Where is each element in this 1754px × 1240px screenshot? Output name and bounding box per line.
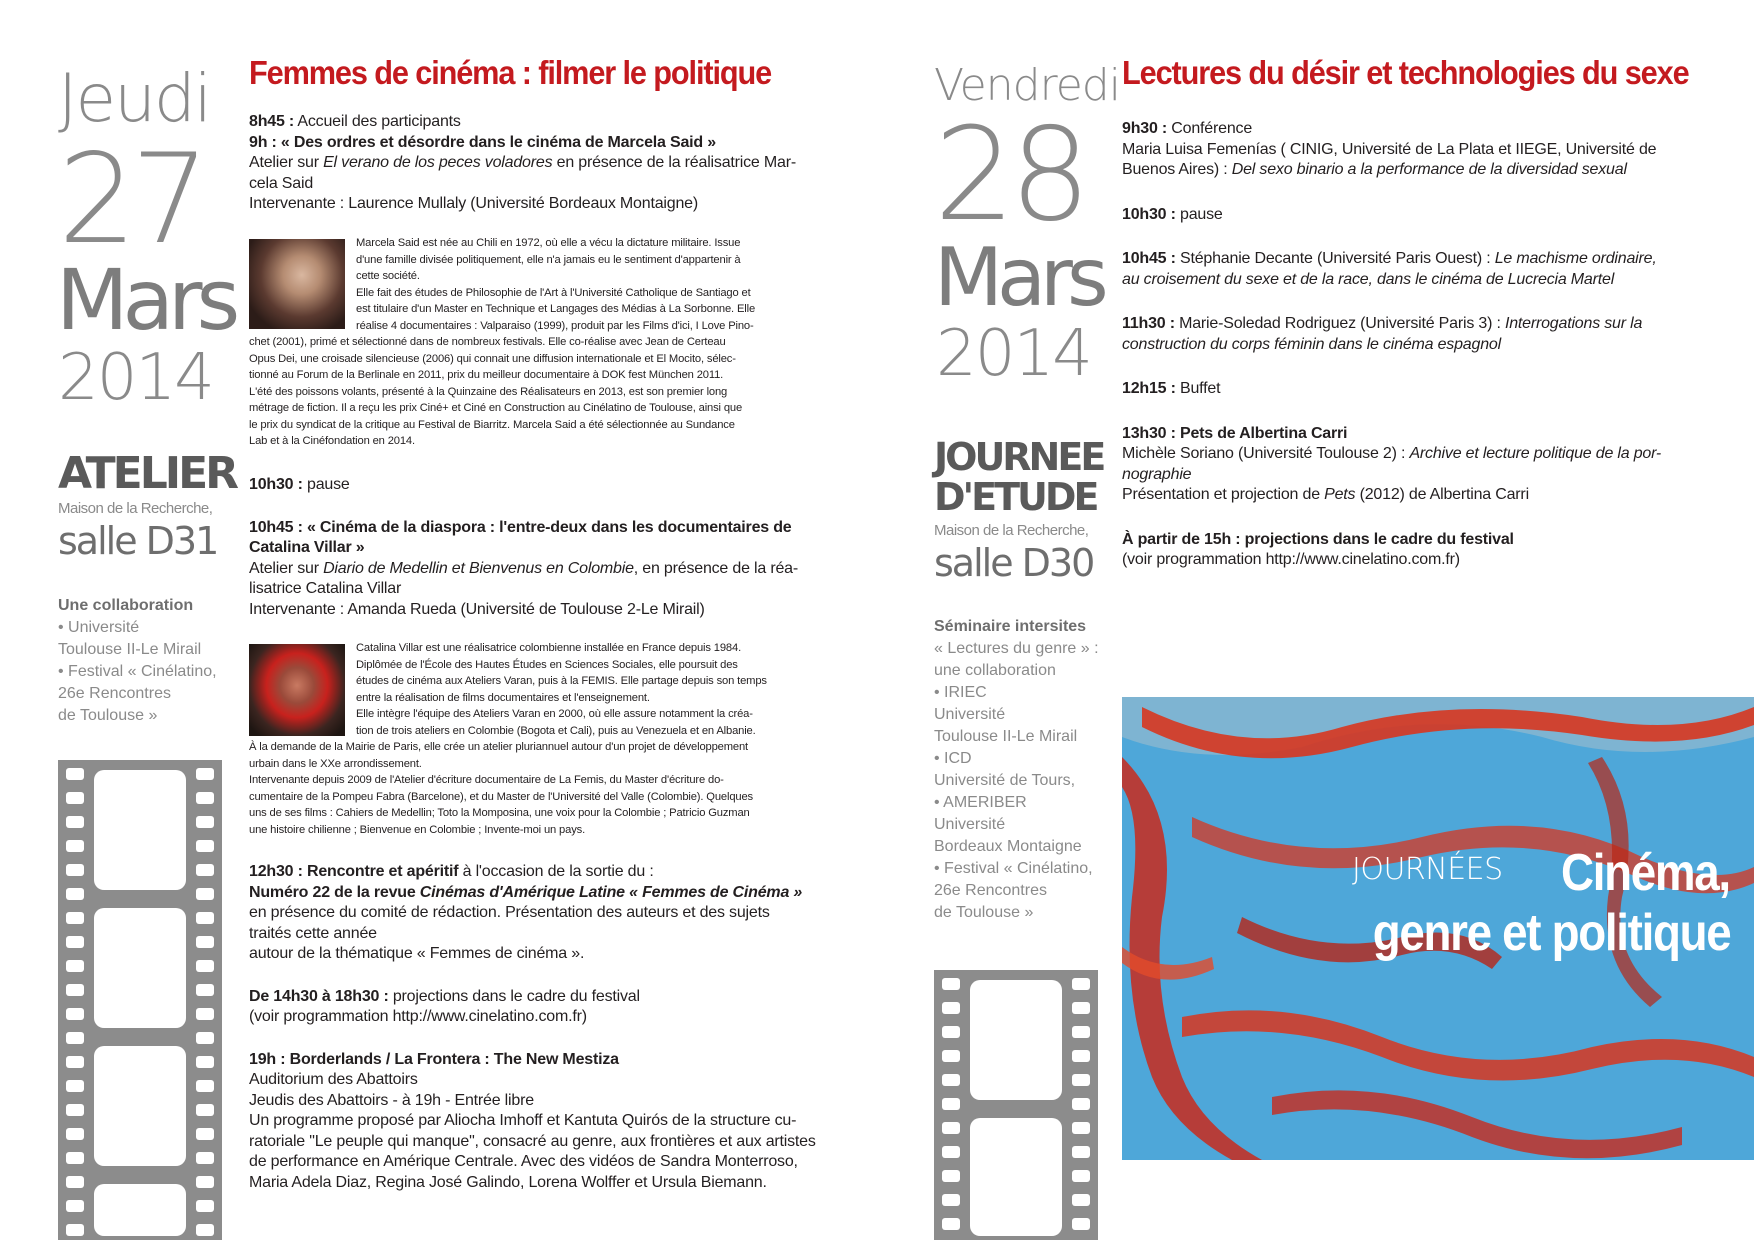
- film-frame: [970, 1118, 1062, 1236]
- session-1130-right: construction du corps féminin dans le cinéma espagnol: [1122, 335, 1501, 353]
- bio-line: À la demande de la Mairie de Paris, elle crée un atelier pluriannuel autour d'un projet de développement: [249, 741, 748, 753]
- film-strip-left: [58, 760, 222, 1240]
- film-perforation: [1072, 1218, 1090, 1230]
- film-perforation: [1072, 1146, 1090, 1158]
- session-19h-heading: 19h : Borderlands / La Frontera : The New Mestiza: [249, 1050, 619, 1068]
- session-1230-heading: 12h30 : Rencontre et apéritif à l'occasion de la sortie du :: [249, 863, 654, 880]
- session-1330-heading: 13h30 : Pets de Albertina Carri: [1122, 424, 1348, 442]
- session-9h-desc: cela Said: [249, 174, 314, 192]
- film-perforation: [196, 912, 214, 924]
- seminar-line: • Festival « Cinélatino,: [934, 860, 1093, 877]
- bio-line: réalise 4 documentaires : Valparaiso (1999), produit par les Films d'ici, I Love Pino-: [356, 319, 754, 332]
- film-frame: [94, 1184, 186, 1236]
- session-1045-desc: Atelier sur Diario de Medellin et Bienvenus en Colombie, en présence de la réa-: [249, 559, 798, 577]
- session-1045-heading: 10h45 : « Cinéma de la diaspora : l'entre-deux dans les documentaires de: [249, 518, 792, 536]
- collab-line: 26e Rencontres: [58, 685, 171, 702]
- session-19h-line: Jeudis des Abattoirs - à 19h - Entrée libre: [249, 1091, 534, 1109]
- film-perforation: [1072, 1122, 1090, 1134]
- film-perforation: [66, 960, 84, 972]
- session-1330-desc: Présentation et projection de Pets (2012) de Albertina Carri: [1122, 486, 1529, 503]
- title-right: Lectures du désir et technologies du sexe: [1122, 54, 1689, 91]
- film-perforation: [1072, 1194, 1090, 1206]
- film-perforation: [66, 936, 84, 948]
- program-right: [1122, 119, 1704, 571]
- bio-line: d'une famille divisée politiquement, elle n'a jamais eu le sentiment d'appartenir à: [356, 253, 741, 266]
- collab-line: Toulouse II-Le Mirail: [58, 641, 202, 658]
- bio-line: cumentaire de la Pompeu Fabra (Barcelone), et du Master de l'Université del Valle (Colombie). Quelques: [249, 790, 753, 803]
- seminar-line: • AMERIBER: [934, 794, 1027, 811]
- pause-right: 10h30 : pause: [1122, 205, 1223, 223]
- film-perforation: [942, 1050, 960, 1062]
- film-perforation: [66, 1200, 84, 1212]
- session-1045-desc: lisatrice Catalina Villar: [249, 580, 402, 597]
- program-left-mid: [249, 475, 821, 620]
- film-perforation: [1072, 1050, 1090, 1062]
- film-perforation: [196, 1080, 214, 1092]
- film-frame: [970, 980, 1062, 1100]
- bio-line: cette société.: [356, 270, 420, 282]
- collaboration-title: Une collaboration: [58, 597, 194, 614]
- session-1045-right: 10h45 : Stéphanie Decante (Université Paris Ouest) : Le machisme ordinaire,: [1122, 250, 1657, 267]
- seminar-right: [934, 616, 1104, 924]
- bio-line: Elle intègre l'équipe des Ateliers Varan en 2000, où elle assure notamment la créa-: [356, 708, 753, 720]
- film-perforation: [196, 1104, 214, 1116]
- month-right: Mars: [934, 231, 1103, 324]
- session-9h-desc: Atelier sur El verano de los peces voladores en présence de la réalisatrice Mar-: [249, 154, 796, 171]
- session-1045-speaker: Intervenante : Amanda Rueda (Université de Toulouse 2-Le Mirail): [249, 600, 705, 618]
- seminar-line: Bordeaux Montaigne: [934, 838, 1082, 855]
- bio-line: Opus Dei, une croisade silencieuse (2006) qui connait une diffusion internationale et El Mocito, sélec-: [249, 352, 736, 365]
- bio-line: Elle fait des études de Philosophie de l'Art à l'Université Catholique de Santiago et: [356, 286, 751, 299]
- bio-line: métrage de fiction. Il a reçu les prix Ciné+ et Ciné en Construction au Cinélatino de Toulouse, ainsi que: [249, 402, 743, 414]
- year-right: 2014: [936, 317, 1091, 391]
- event-kind-right-2: D'ETUDE: [934, 475, 1097, 519]
- month-left: Mars: [56, 251, 235, 349]
- seminar-line: • ICD: [934, 750, 972, 767]
- session-19h-line: Un programme proposé par Aliocha Imhoff et Kantuta Quirós de la structure cu-: [249, 1112, 797, 1129]
- room-right: salle D30: [934, 541, 1094, 585]
- film-perforation: [196, 1176, 214, 1188]
- film-perforation: [196, 1200, 214, 1212]
- film-perforation: [942, 978, 960, 990]
- film-frame: [94, 770, 186, 890]
- bio-catalina-villar: [249, 640, 821, 838]
- film-perforation: [942, 1026, 960, 1038]
- film-perforation: [196, 864, 214, 876]
- film-perforation: [196, 888, 214, 900]
- film-perforation: [66, 1176, 84, 1188]
- bio-line: tion de trois ateliers en Colombie (Bogota et Cali), puis au Venezuela et en Albanie.: [356, 724, 756, 737]
- film-perforation: [66, 888, 84, 900]
- session-9h-heading: 9h : « Des ordres et désordre dans le cinéma de Marcela Said »: [249, 133, 716, 151]
- session-1230-desc: Numéro 22 de la revue Cinémas d'Amérique Latine « Femmes de Cinéma »: [249, 883, 803, 901]
- film-perforation: [66, 1080, 84, 1092]
- seminar-line: Université: [934, 816, 1006, 833]
- film-perforation: [66, 1104, 84, 1116]
- bio-line: Catalina Villar est une réalisatrice colombienne installée en France depuis 1984.: [356, 642, 742, 654]
- program-left-bottom: [249, 862, 821, 1193]
- film-strip-right: [934, 970, 1098, 1240]
- day-word-right: Vendredi: [934, 60, 1120, 111]
- session-1230-desc: en présence du comité de rédaction. Présentation des auteurs et des sujets: [249, 904, 770, 921]
- film-perforation: [196, 768, 214, 780]
- poster-title-line2: genre et politique: [1372, 904, 1730, 962]
- film-perforation: [66, 984, 84, 996]
- film-perforation: [66, 840, 84, 852]
- session-1330-desc: nographie: [1122, 465, 1192, 483]
- session-1230-desc: traités cette année: [249, 924, 377, 942]
- film-perforation: [1072, 1170, 1090, 1182]
- seminar-line: Université: [934, 706, 1006, 723]
- film-perforation: [66, 1152, 84, 1164]
- bio-line: Marcela Said est née au Chili en 1972, où elle a vécu la dictature militaire. Issue: [356, 237, 741, 249]
- session-19h-line: de performance en Amérique Centrale. Avec des vidéos de Sandra Monterroso,: [249, 1153, 798, 1170]
- session-1430-link: (voir programmation http://www.cinelatino.com.fr): [249, 1008, 587, 1025]
- film-perforation: [1072, 1074, 1090, 1086]
- poster-title-line1: Cinéma,: [1561, 844, 1730, 902]
- film-perforation: [196, 840, 214, 852]
- film-perforation: [196, 960, 214, 972]
- film-perforation: [196, 792, 214, 804]
- title-left: Femmes de cinéma : filmer le politique: [249, 54, 772, 91]
- room-left: salle D31: [58, 519, 218, 563]
- film-perforation: [196, 984, 214, 996]
- film-frame: [94, 1046, 186, 1166]
- conference-heading: 9h30 : Conférence: [1122, 120, 1253, 137]
- session-15h-link: (voir programmation http://www.cinelatino.com.fr): [1122, 551, 1460, 568]
- program-left-top: [249, 112, 821, 215]
- film-perforation: [196, 936, 214, 948]
- film-perforation: [196, 1056, 214, 1068]
- film-perforation: [942, 1098, 960, 1110]
- bio-marcela-said: [249, 235, 821, 450]
- session-1430-heading: De 14h30 à 18h30 : projections dans le cadre du festival: [249, 987, 640, 1005]
- session-1230-desc: autour de la thématique « Femmes de cinéma ».: [249, 945, 585, 962]
- day-number-right: 28: [934, 101, 1085, 250]
- session-pause: 10h30 : pause: [249, 476, 350, 493]
- seminar-line: Université de Tours,: [934, 772, 1076, 789]
- bio-line: Diplômée de l'École des Hautes Études en Sciences Sociales, elle poursuit des: [356, 658, 738, 671]
- session-9h-speaker: Intervenante : Laurence Mullaly (Université Bordeaux Montaigne): [249, 195, 698, 212]
- film-perforation: [66, 1008, 84, 1020]
- session-1330-desc: Michèle Soriano (Université Toulouse 2) : Archive et lecture politique de la por-: [1122, 445, 1662, 462]
- film-perforation: [1072, 1026, 1090, 1038]
- film-perforation: [196, 1152, 214, 1164]
- film-perforation: [942, 1146, 960, 1158]
- bio-line: une histoire chilienne ; Bienvenue en Colombie ; Invente-moi un pays.: [249, 823, 586, 836]
- film-perforation: [942, 1002, 960, 1014]
- collab-line: • Université: [58, 619, 140, 636]
- film-perforation: [942, 1122, 960, 1134]
- venue-right: Maison de la Recherche,: [934, 522, 1089, 539]
- film-perforation: [66, 1032, 84, 1044]
- session-19h-line: Maria Adela Diaz, Regina José Galindo, Lorena Wolffer et Ursula Biemann.: [249, 1173, 767, 1191]
- film-perforation: [1072, 1002, 1090, 1014]
- film-frame: [94, 908, 186, 1028]
- session-1130-right: 11h30 : Marie-Soledad Rodriguez (Université Paris 3) : Interrogations sur la: [1122, 315, 1643, 332]
- day-word-left: Jeudi: [58, 60, 211, 137]
- bio-line: tionné au Forum de la Berlinale en 2011, prix du meilleur documentaire à DOK fest München 2011.: [249, 369, 724, 381]
- seminar-title: Séminaire intersites: [934, 618, 1087, 635]
- film-perforation: [66, 1128, 84, 1140]
- collab-line: • Festival « Cinélatino,: [58, 663, 217, 680]
- film-perforation: [196, 816, 214, 828]
- session-welcome: 8h45 : Accueil des participants: [249, 113, 461, 130]
- bio-line: uns de ses films : Cahiers de Medellin; Toto la Momposina, une voix pour la Colombie ; Patricio Guzman: [249, 807, 750, 819]
- film-perforation: [196, 1032, 214, 1044]
- film-perforation: [1072, 978, 1090, 990]
- poster-image: [1122, 697, 1754, 1160]
- collaboration-left: [58, 595, 228, 727]
- seminar-line: • IRIEC: [934, 684, 987, 701]
- session-1045-right: au croisement du sexe et de la race, dans le cinéma de Lucrecia Martel: [1122, 270, 1615, 288]
- bio-line: Lab et à la Cinéfondation en 2014.: [249, 435, 415, 447]
- buffet-right: 12h15 : Buffet: [1122, 380, 1221, 397]
- bio-line: Intervenante depuis 2009 de l'Atelier d'écriture documentaire de La Femis, du Master d'écriture do-: [249, 774, 724, 786]
- seminar-line: « Lectures du genre » :: [934, 640, 1099, 657]
- film-perforation: [66, 864, 84, 876]
- film-perforation: [66, 1224, 84, 1236]
- film-perforation: [66, 792, 84, 804]
- bio-line: le prix du syndicat de la critique au Festival de Biarritz. Marcela Said a été sélectionnée au Sundance: [249, 418, 735, 431]
- film-perforation: [66, 912, 84, 924]
- bio-line: est titulaire d'un Master en Technique et Langages des Médias à La Sorbonne. Elle: [356, 303, 756, 315]
- event-kind-left: ATELIER: [58, 448, 237, 499]
- conference-speaker: Buenos Aires) : Del sexo binario a la performance de la diversidad sexual: [1122, 161, 1627, 178]
- session-15h-heading: À partir de 15h : projections dans le cadre du festival: [1122, 530, 1514, 548]
- seminar-line: 26e Rencontres: [934, 882, 1047, 899]
- film-perforation: [196, 1224, 214, 1236]
- film-perforation: [196, 1008, 214, 1020]
- film-perforation: [942, 1194, 960, 1206]
- session-1045-heading: Catalina Villar »: [249, 539, 365, 556]
- film-perforation: [66, 1056, 84, 1068]
- bio-line: urbain dans le XXe arrondissement.: [249, 757, 422, 770]
- event-kind-right-1: JOURNEE: [934, 435, 1104, 479]
- film-perforation: [66, 768, 84, 780]
- bio-line: entre la réalisation de films documentaires et l'enseignement.: [356, 691, 650, 704]
- bio-line: chet (2001), primé et sélectionné dans de nombreux festivals. Elle co-réalise avec Jean de Certeau: [249, 336, 726, 348]
- film-perforation: [196, 1128, 214, 1140]
- seminar-line: de Toulouse »: [934, 904, 1034, 921]
- session-19h-line: ratoriale "Le peuple qui manque", consacré au genre, aux frontières et aux artistes: [249, 1132, 816, 1150]
- seminar-line: une collaboration: [934, 662, 1056, 679]
- day-number-left: 27: [58, 128, 204, 272]
- film-perforation: [942, 1170, 960, 1182]
- venue-left: Maison de la Recherche,: [58, 500, 213, 517]
- poster-journees: JOURNÉES: [1352, 852, 1503, 887]
- film-perforation: [942, 1218, 960, 1230]
- conference-speaker: Maria Luisa Femenías ( CINIG, Université de La Plata et IIEGE, Université de: [1122, 140, 1657, 158]
- seminar-line: Toulouse II-Le Mirail: [934, 728, 1078, 745]
- bio-line: L'été des poissons volants, présenté à la Quinzaine des Réalisateurs en 2013, est son premier long: [249, 385, 728, 398]
- film-perforation: [66, 816, 84, 828]
- film-perforation: [1072, 1098, 1090, 1110]
- collab-line: de Toulouse »: [58, 707, 158, 724]
- session-19h-line: Auditorium des Abattoirs: [249, 1071, 418, 1088]
- year-left: 2014: [58, 341, 213, 415]
- bio-line: études de cinéma aux Ateliers Varan, puis à la FEMIS. Elle partage depuis son temps: [356, 675, 767, 687]
- film-perforation: [942, 1074, 960, 1086]
